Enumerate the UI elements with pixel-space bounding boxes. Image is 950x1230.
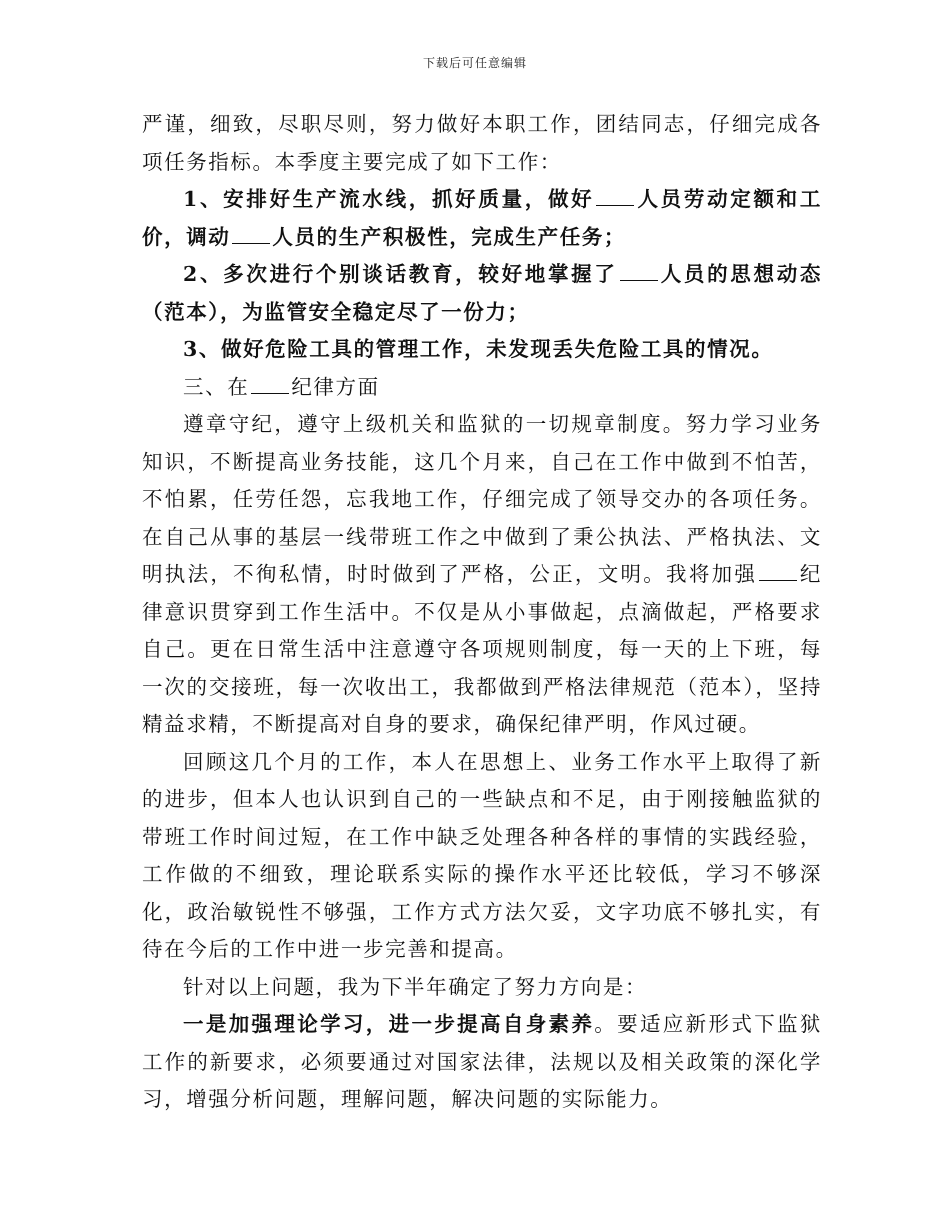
blank-line <box>232 225 270 244</box>
blank-line <box>759 562 797 581</box>
work-item-3: 3、做好危险工具的管理工作，未发现丢失危险工具的情况。 <box>183 337 774 361</box>
work-item-1-text-a: 1、安排好生产流水线，抓好质量，做好 <box>183 187 595 211</box>
direction-1-text: 。要适应新形式下监狱工作的新要求，必须要通过对国家法律，法规以及相关政策的深化学习，增强分析问题，理解问题，解决问题的实际能力。 <box>142 1012 822 1111</box>
work-item-1-text-b: 人员劳动定额和工价，调动 <box>142 187 822 249</box>
paragraph-discipline <box>142 406 822 744</box>
paragraph-direction-1 <box>142 1006 822 1119</box>
blank-line <box>620 262 658 281</box>
work-item-2 <box>142 256 822 331</box>
blank-line <box>251 375 289 394</box>
page-header: 下载后可任意编辑 <box>422 56 527 70</box>
paragraph-review: 回顾这几个月的工作，本人在思想上、业务工作水平上取得了新的进步，但本人也认识到自己的一些缺点和不足，由于刚接触监狱的带班工作时间过短，在工作中缺乏处理各种各样的事情的实践经验，工作做的不细致，理论联系实际的操作水平还比较低，学习不够深化，政治敏锐性不够强，工作方式方法欠妥，文字功底不够扎实，有待在今后的工作中进一步完善和提高。 <box>142 749 822 961</box>
section-heading-discipline <box>142 369 822 407</box>
paragraph-intro-continuation: 严谨，细致，尽职尽则，努力做好本职工作，团结同志，仔细完成各项任务指标。本季度主要完成了如下工作： <box>142 112 822 174</box>
paragraph-direction-intro: 针对以上问题，我为下半年确定了努力方向是： <box>183 974 648 999</box>
work-item-1 <box>142 181 822 256</box>
work-item-2-text-a: 2、多次进行个别谈话教育，较好地掌握了 <box>183 262 618 286</box>
section-heading-text-a: 三、在 <box>183 374 250 399</box>
direction-1-heading: 一是加强理论学习，进一步提高自身素养 <box>183 1012 595 1036</box>
paragraph-discipline-text-b: 纪律意识贯穿到工作生活中。不仅是从小事做起，点滴做起，严格要求自己。更在日常生活中注意遵守各项规则制度，每一天的上下班，每一次的交接班，每一次收出工，我都做到严格法律规范（范本），坚持精益求精，不断提高对自身的要求，确保纪律严明，作风过硬。 <box>142 562 822 736</box>
work-item-1-text-c: 人员的生产积极性，完成生产任务； <box>272 224 627 249</box>
blank-line <box>596 187 634 206</box>
paragraph-discipline-text-a: 遵章守纪，遵守上级机关和监狱的一切规章制度。努力学习业务知识，不断提高业务技能，这几个月来，自己在工作中做到不怕苦，不怕累，任劳任怨，忘我地工作，仔细完成了领导交办的各项任务。在自己从事的基层一线带班工作之中做到了秉公执法、严格执法、文明执法，不徇私情，时时做到了严格，公正，文明。我将加强 <box>142 412 822 586</box>
work-item-2-text-b: 人员的思想动态（范本），为监管安全稳定尽了一份力； <box>142 262 823 324</box>
section-heading-text-b: 纪律方面 <box>291 374 380 399</box>
document-body <box>142 106 822 1119</box>
